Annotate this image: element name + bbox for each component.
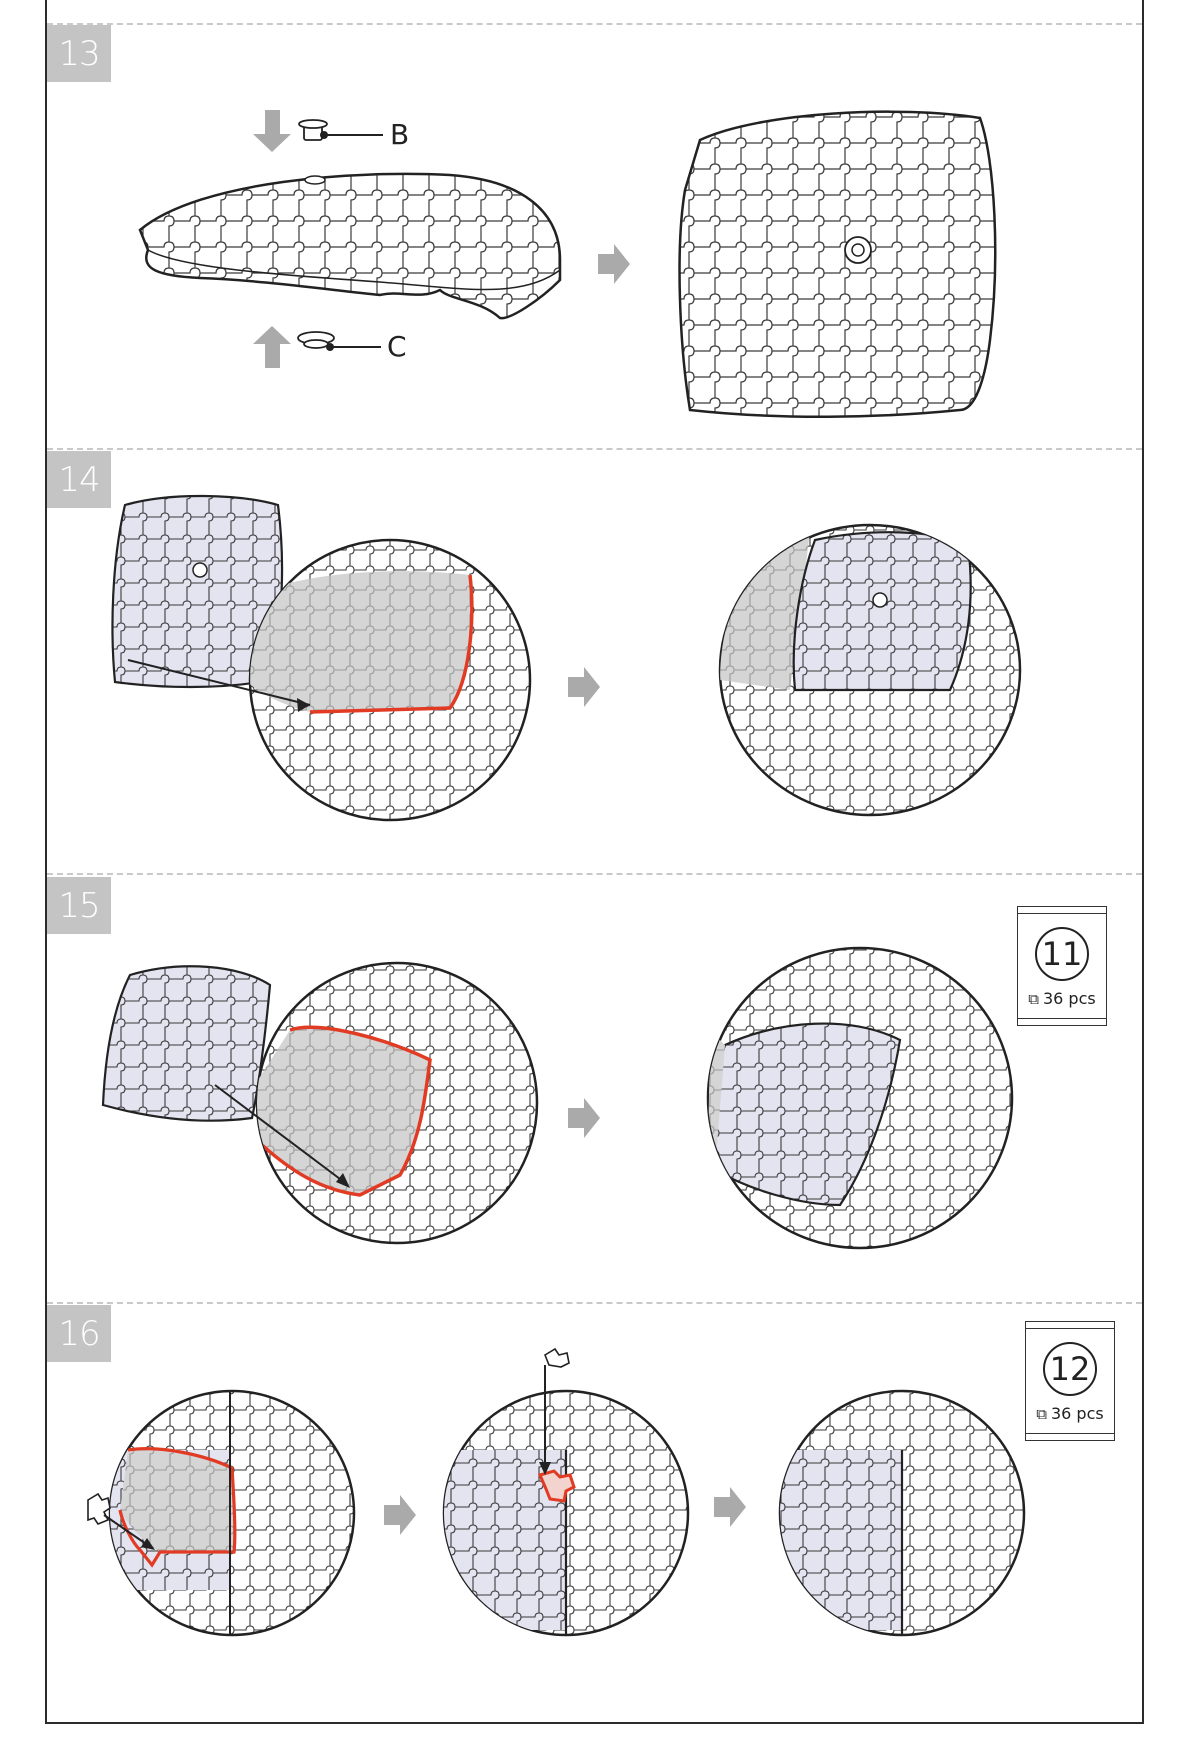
puzzle-piece-icon: ⧉ bbox=[1036, 1405, 1047, 1423]
arrow-down-icon bbox=[253, 110, 291, 152]
arrow-right-icon bbox=[568, 1098, 600, 1138]
bag-number: 11 bbox=[1035, 927, 1089, 981]
bag-piece-count: ⧉ 36 pcs bbox=[1036, 1404, 1104, 1423]
step-number-15: 15 bbox=[47, 877, 111, 934]
bag-piece-count: ⧉ 36 pcs bbox=[1028, 989, 1096, 1008]
arrow-right-icon bbox=[598, 244, 630, 284]
bag-number: 12 bbox=[1043, 1342, 1097, 1396]
puzzle-piece-icon: ⧉ bbox=[1028, 990, 1039, 1008]
step-number-14: 14 bbox=[47, 451, 111, 508]
step-14-illustration bbox=[112, 496, 1020, 820]
callout-b: B bbox=[390, 118, 410, 151]
arrow-up-icon bbox=[253, 326, 291, 368]
bag-11 bbox=[1017, 906, 1107, 1026]
arrow-right-icon bbox=[384, 1495, 416, 1535]
step-15-illustration bbox=[103, 948, 1012, 1248]
step-13-illustration bbox=[140, 110, 995, 417]
bag-12 bbox=[1025, 1321, 1115, 1441]
step-16-illustration bbox=[88, 1349, 1024, 1640]
arrow-right-icon bbox=[568, 667, 600, 707]
callout-c: C bbox=[387, 330, 407, 363]
step-number-16: 16 bbox=[47, 1305, 111, 1362]
arrow-right-icon bbox=[714, 1487, 746, 1527]
step-number-13: 13 bbox=[47, 25, 111, 82]
